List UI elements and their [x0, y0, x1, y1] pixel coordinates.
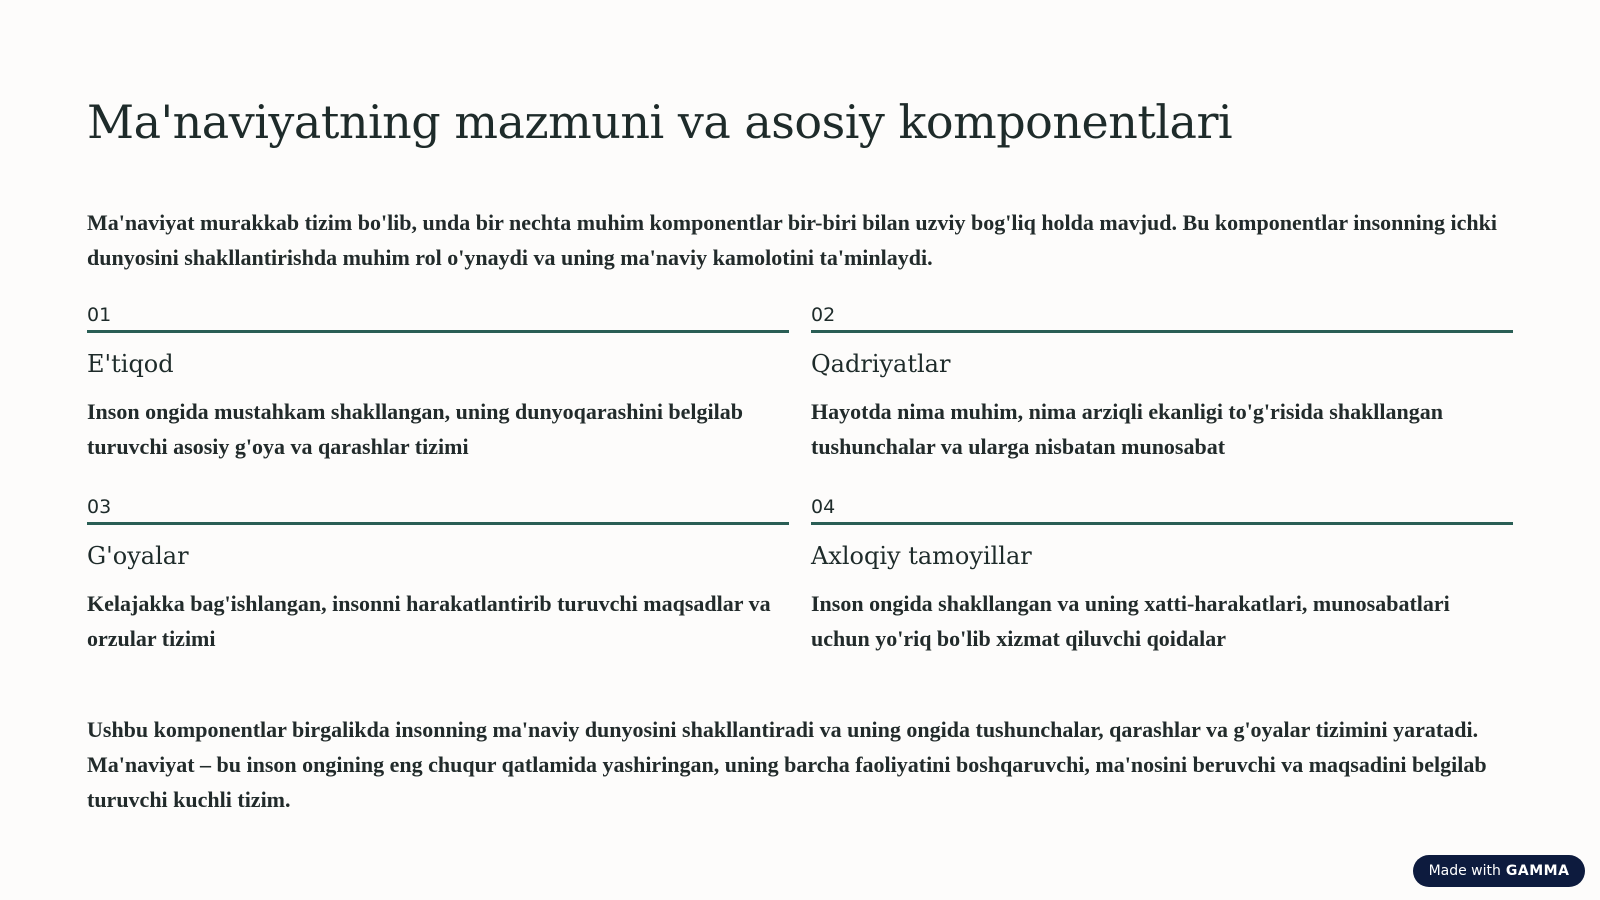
component-card-3: [87, 494, 789, 656]
component-title: Qadriyatlar: [811, 350, 951, 378]
slide: [87, 0, 1513, 900]
components-grid: [87, 302, 1513, 656]
component-description: Hayotda nima muhim, nima arziqli ekanligi to'g'risida shakllangan tushunchalar va ularga nisbatan munosabat: [811, 399, 1443, 459]
component-description: Kelajakka bag'ishlangan, insonni harakatlantirib turuvchi maqsadlar va orzular tizimi: [87, 591, 771, 651]
component-title: E'tiqod: [87, 350, 174, 378]
conclusion-paragraph: Ushbu komponentlar birgalikda insonning ma'naviy dunyosini shakllantiradi va uning ongida tushunchalar, qarashlar va g'oyalar tizimini yaratadi. Ma'naviyat – bu inson ongining eng chuqur qatlamida yashiringan, uning barcha faoliyatini boshqaruvchi, ma'nosini beruvchi va maqsadini belgilab turuvchi kuchli tizim.: [87, 717, 1487, 812]
component-number: 01: [87, 302, 789, 333]
intro-paragraph: Ma'naviyat murakkab tizim bo'lib, unda bir nechta muhim komponentlar bir-biri bilan uzviy bog'liq holda mavjud. Bu komponentlar insonning ichki dunyosini shakllantirishda muhim rol o'ynaydi va uning ma'naviy kamolotini ta'minlaydi.: [87, 210, 1497, 270]
component-description: Inson ongida mustahkam shakllangan, uning dunyoqarashini belgilab turuvchi asosiy g'oya va qarashlar tizimi: [87, 399, 744, 459]
component-title: Axloqiy tamoyillar: [811, 542, 1032, 570]
page-title: Ma'naviyatning mazmuni va asosiy komponentlari: [87, 95, 1233, 149]
component-number: 04: [811, 494, 1513, 525]
component-card-2: [811, 302, 1513, 464]
gamma-logo: GAMMA: [1505, 863, 1570, 879]
component-number: 02: [811, 302, 1513, 333]
made-with-gamma-badge[interactable]: [1413, 855, 1585, 887]
component-description: Inson ongida shakllangan va uning xatti-harakatlari, munosabatlari uchun yo'riq bo'lib xizmat qiluvchi qoidalar: [811, 591, 1450, 651]
component-card-1: [87, 302, 789, 464]
component-card-4: [811, 494, 1513, 656]
badge-prefix: Made with: [1428, 863, 1501, 879]
component-number: 03: [87, 494, 789, 525]
component-title: G'oyalar: [87, 542, 189, 570]
